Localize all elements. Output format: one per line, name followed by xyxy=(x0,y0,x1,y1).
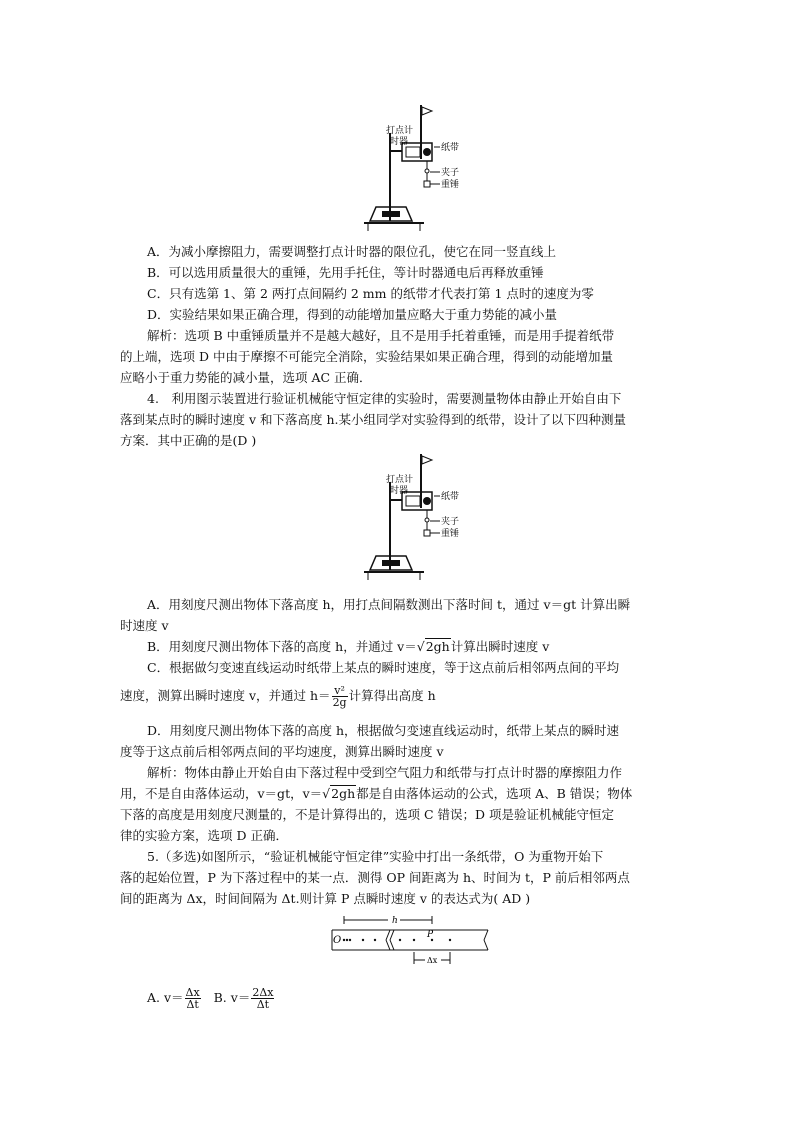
q4-option-d-line2: 度等于这点前后相邻两点间的平均速度，测算出瞬时速度 v xyxy=(120,744,444,759)
apparatus-figure-2 xyxy=(360,452,470,580)
sqrt-sign: √ xyxy=(322,786,331,801)
label-tape: 纸带 xyxy=(441,492,460,502)
tape-label-o: O xyxy=(333,935,342,946)
q4-analysis-post: 都是自由落体运动的公式，选项 A、B 错误；物体 xyxy=(356,786,633,801)
q5-stem-line1: 5.（多选)如图所示，“验证机械能守恒定律”实验中打出一条纸带，O 为重物开始下 xyxy=(147,849,604,864)
q4-analysis-line3: 下落的高度是用刻度尺测量的，不是计算得出的，选项 C 错误；D 项是验证机械能守恒定 xyxy=(120,807,615,822)
fraction-denominator: 2g xyxy=(332,696,347,709)
label-timer-line1: 打点计 xyxy=(386,126,414,136)
q4-option-d-line1: D．用刻度尺测出物体下落的高度 h，根据做匀变速直线运动时，纸带上某点的瞬时速 xyxy=(147,723,620,738)
q3-option-c: C．只有选第 1、第 2 两打点间隔约 2 mm 的纸带才代表打第 1 点时的速度为零 xyxy=(147,286,594,301)
q4-option-b-post: 计算出瞬时速度 v xyxy=(450,639,550,654)
q5-options xyxy=(147,984,707,1012)
q3-analysis-line3: 应略小于重力势能的减小量，选项 AC 正确． xyxy=(120,370,372,385)
fraction-numerator: 2Δx xyxy=(252,986,274,999)
q4-stem-line1: 4. 利用图示装置进行验证机械能守恒定律的实验时，需要测量物体由静止开始自由下 xyxy=(147,391,622,406)
q3-analysis-line1: 解析：选项 B 中重锤质量并不是越大越好，且不是用手托着重锤，而是用手提着纸带 xyxy=(147,328,615,343)
label-weight: 重锤 xyxy=(441,529,460,539)
fraction-numerator: Δx xyxy=(185,986,200,999)
q4-option-a-line1: A．用刻度尺测出物体下落高度 h，用打点间隔数测出下落时间 t，通过 v＝gt 计算出瞬 xyxy=(147,597,631,612)
q4-option-c-fraction xyxy=(332,685,348,708)
q5-stem-line2: 落的起始位置，P 为下落过程中的某一点．测得 OP 间距离为 h、时间为 t，P 前后相邻两点 xyxy=(120,870,630,885)
tape-label-dx: Δx xyxy=(427,956,438,965)
fraction-denominator: Δt xyxy=(256,998,270,1011)
label-timer-line2: 时器 xyxy=(390,486,409,496)
q4-option-b-sqrt: 2gh xyxy=(425,639,450,654)
label-clip: 夹子 xyxy=(441,168,460,178)
q4-analysis-line4: 律的实验方案，选项 D 正确． xyxy=(120,828,288,843)
q4-analysis-line1: 解析：物体由静止开始自由下落过程中受到空气阻力和纸带与打点计时器的摩擦阻力作 xyxy=(147,765,623,780)
q4-option-c-line2 xyxy=(120,684,680,708)
label-timer-line2: 时器 xyxy=(390,137,409,147)
fraction-numerator: v² xyxy=(332,685,348,697)
q3-option-d: D．实验结果如果正确合理，得到的动能增加量应略大于重力势能的减小量 xyxy=(147,307,558,322)
q5-option-b-fraction xyxy=(251,987,274,1010)
q5-option-b-pre: B. v＝ xyxy=(213,990,251,1005)
q4-stem-line3: 方案．其中正确的是(D ) xyxy=(120,433,257,448)
q3-option-b: B．可以选用质量很大的重锤，先用手托住，等计时器通电后再释放重锤 xyxy=(147,265,544,280)
q4-option-a-line2: 时速度 v xyxy=(120,618,169,633)
q4-analysis-line2 xyxy=(120,786,680,802)
tape-label-h: h xyxy=(392,916,398,926)
q4-analysis-sqrt: 2gh xyxy=(331,786,356,801)
q4-stem-line2: 落到某点时的瞬时速度 v 和下落高度 h.某小组同学对实验得到的纸带，设计了以下四种测量 xyxy=(120,412,627,427)
label-tape: 纸带 xyxy=(441,143,460,153)
q4-option-c-post: 计算得出高度 h xyxy=(348,688,436,703)
q3-option-a: A．为减小摩擦阻力，需要调整打点计时器的限位孔，使它在同一竖直线上 xyxy=(147,244,557,259)
q4-option-b xyxy=(147,639,680,655)
fraction-denominator: Δt xyxy=(186,998,199,1011)
q4-analysis-pre: 用，不是自由落体运动，v＝gt，v＝ xyxy=(120,786,323,801)
sqrt-sign: √ xyxy=(416,639,425,654)
q4-option-c-pre: 速度，测算出瞬时速度 v，并通过 h＝ xyxy=(120,688,331,703)
apparatus-figure-1 xyxy=(360,103,470,231)
paper-tape-figure xyxy=(328,910,492,970)
q5-option-a-fraction xyxy=(185,987,201,1010)
q5-stem-line3: 间的距离为 Δx，时间间隔为 Δt.则计算 P 点瞬时速度 v 的表达式为( AD ) xyxy=(120,891,531,906)
tape-label-p: P xyxy=(427,930,434,940)
label-clip: 夹子 xyxy=(441,517,460,527)
q4-option-b-pre: B．用刻度尺测出物体下落的高度 h，并通过 v＝ xyxy=(147,639,417,654)
q3-analysis-line2: 的上端，选项 D 中由于摩擦不可能完全消除，实验结果如果正确合理，得到的动能增加量 xyxy=(120,349,613,364)
label-weight: 重锤 xyxy=(441,180,460,190)
q5-option-a-pre: A. v＝ xyxy=(147,990,184,1005)
q4-option-c-line1: C．根据做匀变速直线运动时纸带上某点的瞬时速度，等于这点前后相邻两点间的平均 xyxy=(147,660,620,675)
label-timer-line1: 打点计 xyxy=(386,475,414,485)
